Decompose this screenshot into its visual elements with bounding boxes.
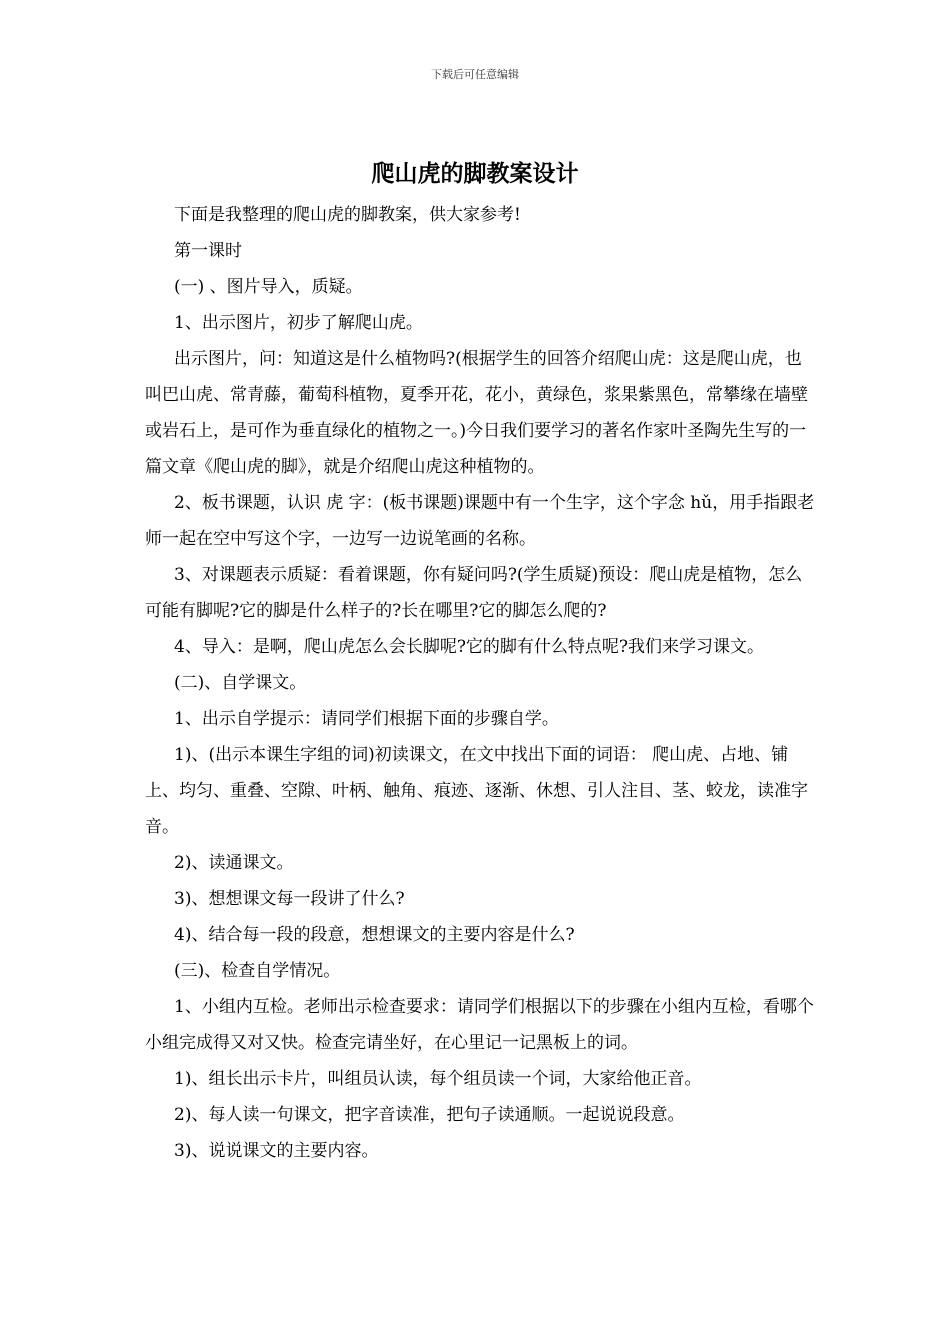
paragraph-sub-2: 2)、读通课文。 bbox=[174, 853, 294, 873]
paragraph-step-3-1: 1、小组内互检。老师出示检查要求：请同学们根据以下的步骤在小组内互检，看哪个小组完成得又对又快。检查完请坐好，在心里记一记黑板上的词。 bbox=[145, 997, 814, 1053]
paragraph-step-1-4: 4、导入：是啊，爬山虎怎么会长脚呢?它的脚有什么特点呢?我们来学习课文。 bbox=[174, 637, 765, 657]
header-note: 下载后可任意编辑 bbox=[431, 68, 519, 81]
paragraph-sub-1: 1)、(出示本课生字组的词)初读课文，在文中找出下面的词语： 爬山虎、占地、铺上、均匀、重叠、空隙、叶柄、触角、痕迹、逐渐、休想、引人注目、茎、蛟龙，读准字音。 bbox=[145, 745, 808, 837]
document-body bbox=[145, 197, 817, 1169]
paragraph-section-2: (二)、自学课文。 bbox=[174, 673, 307, 693]
paragraph-sub-3: 3)、想想课文每一段讲了什么? bbox=[174, 889, 405, 909]
paragraph-check-3: 3)、说说课文的主要内容。 bbox=[174, 1141, 379, 1161]
paragraph-step-1-1: 1、出示图片，初步了解爬山虎。 bbox=[174, 313, 423, 333]
paragraph-section-1: (一) 、图片导入，质疑。 bbox=[174, 277, 363, 297]
paragraph-lesson-one: 第一课时 bbox=[174, 241, 242, 261]
document-title: 爬山虎的脚教案设计 bbox=[371, 160, 579, 187]
paragraph-show-picture: 出示图片，问：知道这是什么植物吗?(根据学生的回答介绍爬山虎：这是爬山虎，也叫巴山虎、常青藤，葡萄科植物，夏季开花，花小，黄绿色，浆果紫黑色，常攀缘在墙壁或岩石上，是可作为垂直绿化的植物之一。)今日我们要学习的著名作家叶圣陶先生写的一篇文章《爬山虎的脚》，就是介绍爬山虎这种植物的。 bbox=[145, 349, 808, 477]
paragraph-section-3: (三)、检查自学情况。 bbox=[174, 961, 341, 981]
paragraph-sub-4: 4)、结合每一段的段意，想想课文的主要内容是什么? bbox=[174, 925, 575, 945]
paragraph-step-1-3: 3、对课题表示质疑：看着课题，你有疑问吗?(学生质疑)预设：爬山虎是植物，怎么可能有脚呢?它的脚是什么样子的?长在哪里?它的脚怎么爬的? bbox=[145, 565, 803, 621]
paragraph-intro: 下面是我整理的爬山虎的脚教案，供大家参考! bbox=[174, 205, 521, 225]
paragraph-check-1: 1)、组长出示卡片，叫组员认读，每个组员读一个词，大家给他正音。 bbox=[174, 1069, 702, 1089]
paragraph-step-1-2: 2、板书课题，认识 虎 字：(板书课题)课题中有一个生字，这个字念 hǔ，用手指跟老师一起在空中写这个字，一边写一边说笔画的名称。 bbox=[145, 493, 815, 549]
paragraph-step-2-1: 1、出示自学提示：请同学们根据下面的步骤自学。 bbox=[174, 709, 559, 729]
paragraph-check-2: 2)、每人读一句课文，把字音读准，把句子读通顺。一起说说段意。 bbox=[174, 1105, 685, 1125]
